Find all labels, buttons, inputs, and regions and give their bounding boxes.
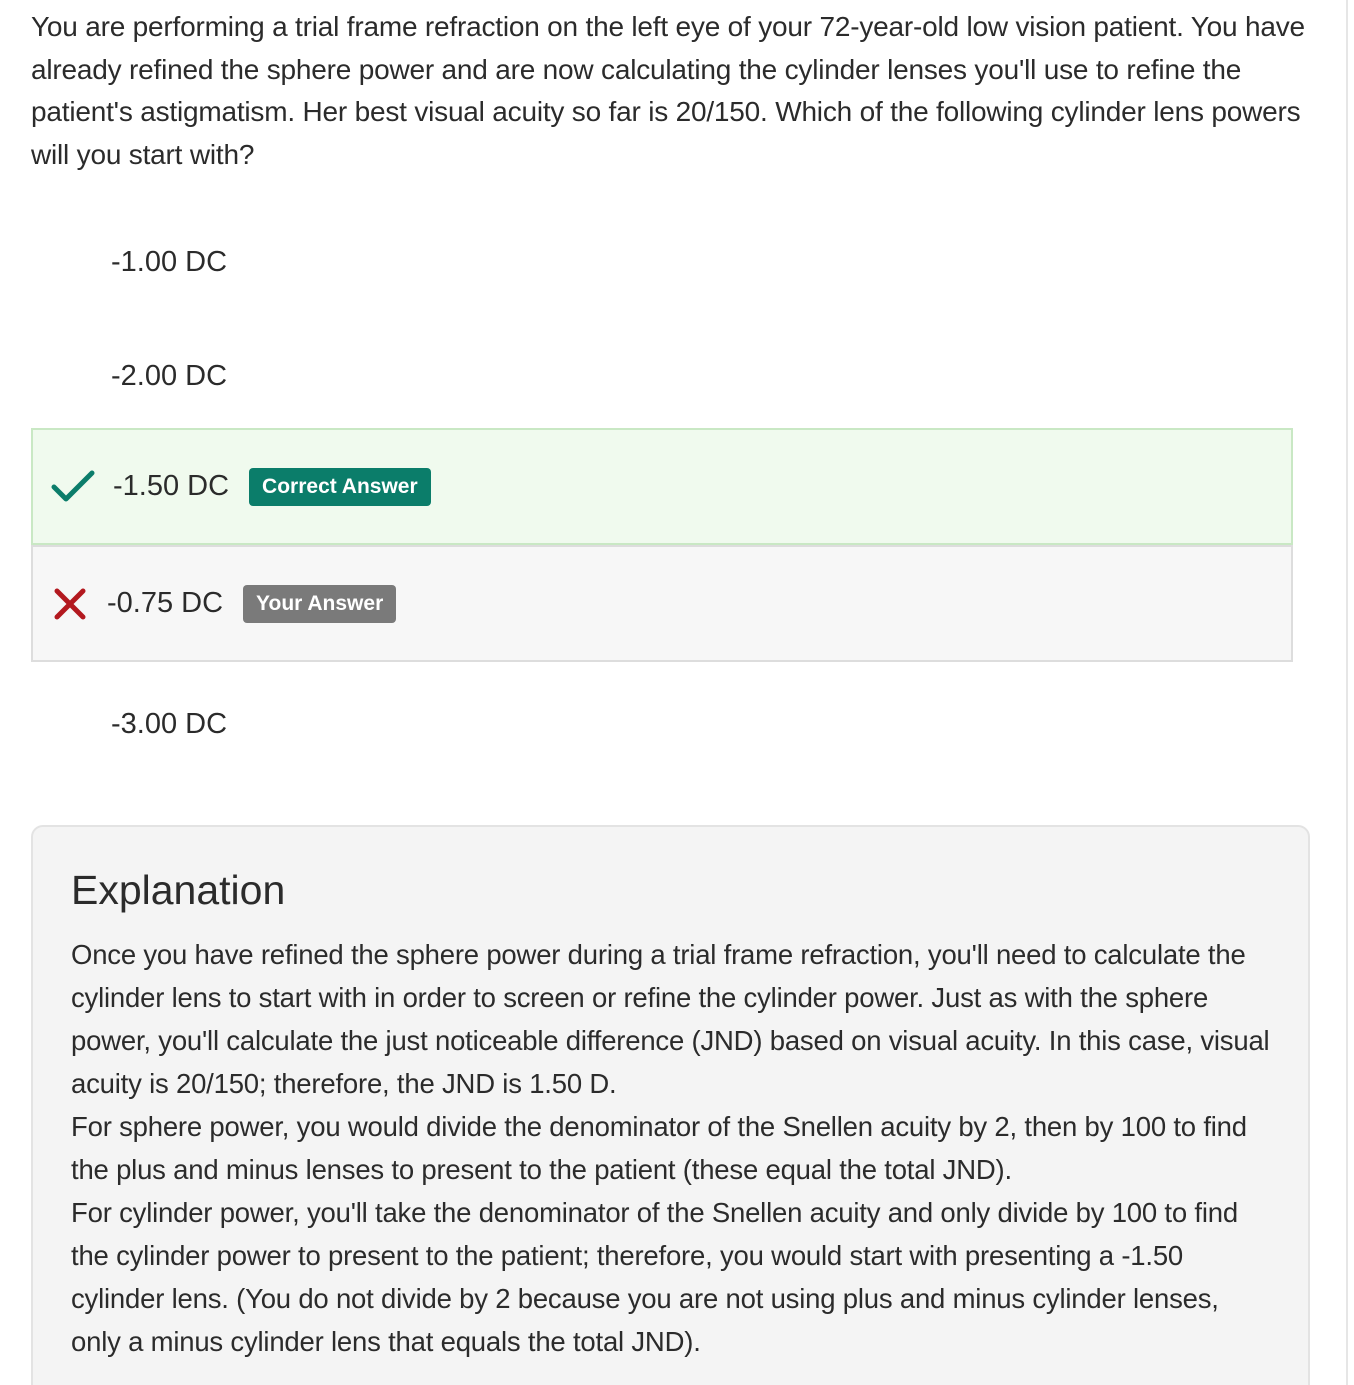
your-answer-badge: Your Answer [243, 585, 396, 623]
option-label: -0.75 DC [107, 587, 224, 619]
answer-option-selected[interactable] [31, 545, 1293, 662]
option-label: -1.00 DC [111, 246, 228, 278]
page-scrollbar-track [1346, 0, 1348, 1385]
explanation-paragraph: For cylinder power, you'll take the denominator of the Snellen acuity and only divide by 100 to find the cylinder power to present to the patient; therefore, you would start with presenting a -1.50 cylinder lens. (You do not divide by 2 because you are not using plus and minus cylinder lenses, only a minus cylinder lens that equals the total JND). [71, 1197, 1238, 1357]
answer-option[interactable] [31, 204, 1293, 321]
answer-option-correct[interactable] [31, 428, 1293, 545]
explanation-title: Explanation [71, 867, 286, 913]
option-label: -1.50 DC [113, 470, 230, 502]
check-icon [33, 462, 113, 512]
explanation-paragraph: For sphere power, you would divide the denominator of the Snellen acuity by 2, then by 100 to find the plus and minus lenses to present to the patient (these equal the total JND). [71, 1111, 1247, 1185]
option-marker [31, 700, 111, 750]
correct-answer-badge: Correct Answer [249, 468, 431, 506]
explanation-paragraph: Once you have refined the sphere power during a trial frame refraction, you'll need to calculate the cylinder lens to start with in order to screen or refine the cylinder power. Just as with the sphere power, you'll calculate the just noticeable difference (JND) based on visual acuity. In this case, visual acuity is 20/150; therefore, the JND is 1.50 D. [71, 939, 1270, 1099]
explanation-panel [31, 825, 1310, 1385]
option-marker [31, 352, 111, 402]
option-marker [31, 238, 111, 288]
cross-icon [33, 579, 107, 629]
answer-option[interactable] [31, 666, 1293, 783]
option-label: -2.00 DC [111, 360, 228, 392]
question-text: You are performing a trial frame refraction on the left eye of your 72-year-old low vision patient. You have already refined the sphere power and are now calculating the cylinder lenses you'll use to refine the patient's astigmatism. Her best visual acuity so far is 20/150. Which of the following cylinder lens powers will you start with? [31, 11, 1305, 170]
option-label: -3.00 DC [111, 708, 228, 740]
answer-option[interactable] [31, 318, 1293, 435]
